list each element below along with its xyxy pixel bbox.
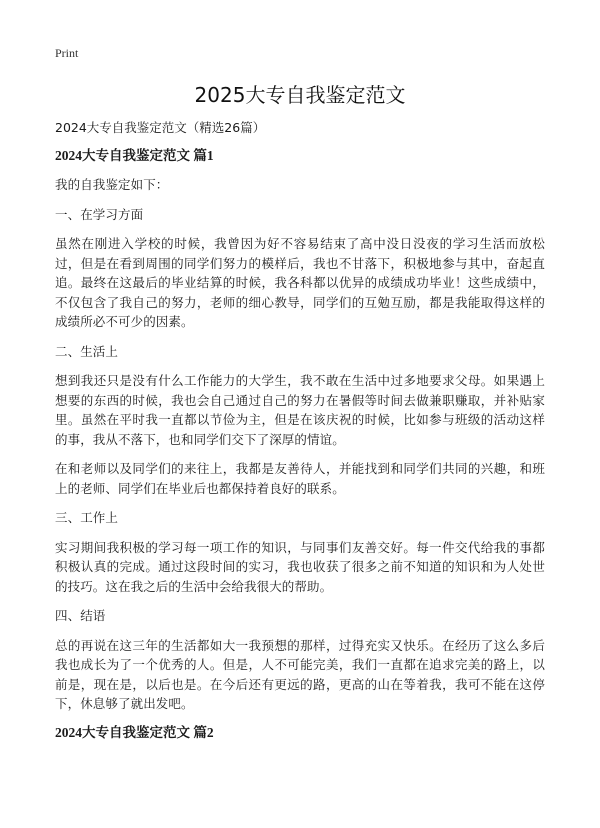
subheading-conclusion: 四、结语 <box>55 608 106 623</box>
paragraph-study: 虽然在刚进入学校的时候，我曾因为好不容易结束了高中没日没夜的学习生活而放松过，但是在看到周围的同学们努力的模样后，我也不甘落下，积极地参与其中，奋起直追。最终在这最后的毕业结算的时候，我各科都以优异的成绩成功毕业！这些成绩中，不仅包含了我自己的努力，老师的细心教导，同学们的互勉互励，都是我能取得这样的成绩所必不可少的因素。 <box>55 236 545 329</box>
subheading-work: 三、工作上 <box>55 510 119 525</box>
intro-paragraph: 我的自我鉴定如下： <box>55 177 169 192</box>
paragraph-conclusion: 总的再说在这三年的生活都如大一我预想的那样，过得充实又快乐。在经历了这么多后我也成长为了一个优秀的人。但是，人不可能完美，我们一直都在追求完美的路上，以前是，现在是，以后也是。在今后还有更远的路，更高的山在等着我，我可不能在这停下，休息够了就出发吧。 <box>55 637 545 711</box>
paragraph-work: 实习期间我积极的学习每一项工作的知识，与同事们友善交好。每一件交代给我的事都积极认真的完成。通过这段时间的实习，我也收获了很多之前不知道的知识和为人处世的技巧。这在我之后的生活中会给我很大的帮助。 <box>55 539 545 594</box>
section-heading-2: 2024大专自我鉴定范文 篇2 <box>55 724 214 740</box>
subheading-study: 一、在学习方面 <box>55 206 144 222</box>
paragraph-life-2: 在和老师以及同学们的来往上，我都是友善待人，并能找到和同学们共同的兴趣，和班上的老师、同学们在毕业后也都保持着良好的联系。 <box>55 461 545 496</box>
paragraph-life-1: 想到我还只是没有什么工作能力的大学生，我不敢在生活中过多地要求父母。如果遇上想要的东西的时候，我也会自己通过自己的努力在暑假等时间去做兼职赚取，并补贴家里。虽然在平时我一直都以节俭为主，但是在该庆祝的时候，比如参与班级的活动这样的事，我从不落下，也和同学们交下了深厚的情谊。 <box>55 373 545 447</box>
article-subtitle: 2024大专自我鉴定范文（精选26篇） <box>55 120 266 135</box>
print-link[interactable]: Print <box>55 46 79 60</box>
subheading-life: 二、生活上 <box>55 343 119 359</box>
section-heading-1: 2024大专自我鉴定范文 篇1 <box>55 148 214 163</box>
article-body <box>55 119 545 752</box>
page-title: 2025大专自我鉴定范文 <box>194 83 406 107</box>
